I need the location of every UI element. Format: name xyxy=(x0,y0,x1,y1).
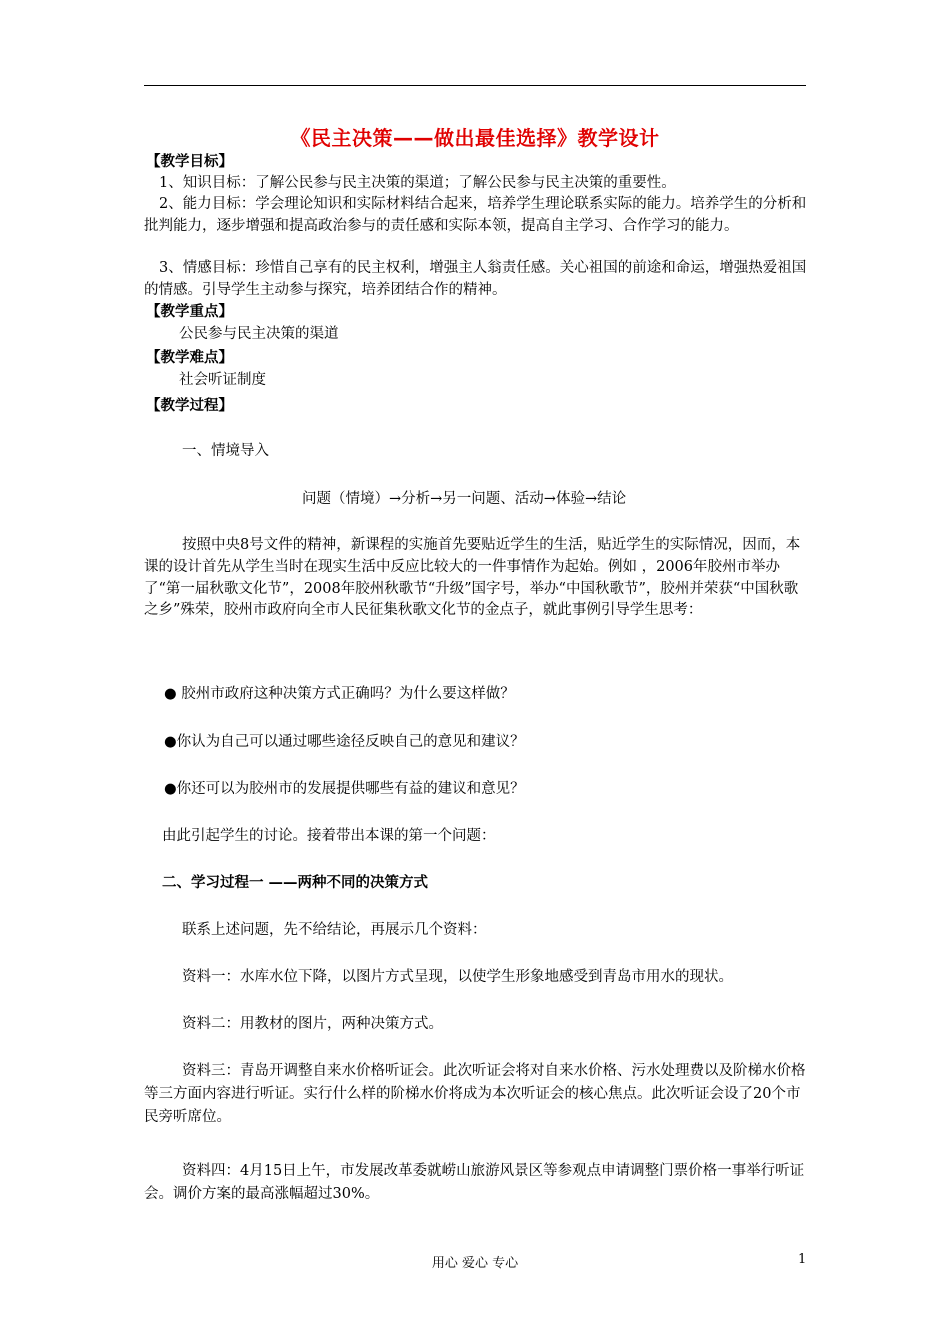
document-title: 《民主决策——做出最佳选择》教学设计 xyxy=(290,126,660,150)
objective-knowledge: 1、知识目标：了解公民参与民主决策的渠道；了解公民参与民主决策的重要性。 xyxy=(159,175,676,191)
material-4: 资料四：4月15日上午，市发展改革委就崂山旅游风景区等参观点申请调整门票价格一事举行听证会。调价方案的最高涨幅超过30%。 xyxy=(144,1163,805,1202)
intro-paragraph: 按照中央8号文件的精神，新课程的实施首先要贴近学生的生活，贴近学生的实际情况，因而，本课的设计首先从学生当时在现实生活中反应比较大的一件事情作为起始。例如 ，2006年胶州市举办了“第一届秋歌文化节”，2008年胶州秋歌节“升级”国字号，举办“中国秋歌节”，胶州并荣获“中国秋歌之乡”殊荣，胶州市政府向全市人民征集秋歌文化节的金点子，就此事例引导学生思考： xyxy=(144,537,801,619)
objective-emotion: 3、情感目标：珍惜自己享有的民主权利，增强主人翁责任感。关心祖国的前途和命运，增强热爱祖国的情感。引导学生主动参与探究，培养团结合作的精神。 xyxy=(144,260,807,298)
material-2: 资料二：用教材的图片，两种决策方式。 xyxy=(182,1016,443,1032)
question-3: ●你还可以为胶州市的发展提供哪些有益的建议和意见？ xyxy=(164,781,525,797)
page-number: 1 xyxy=(798,1252,807,1267)
material-3: 资料三：青岛开调整自来水价格听证会。此次听证会将对自来水价格、污水处理费以及阶梯水价格等三方面内容进行听证。实行什么样的阶梯水价将成为本次听证会的核心焦点。此次听证会设了20个市民旁听席位。 xyxy=(144,1063,806,1125)
question-2: ●你认为自己可以通过哪些途径反映自己的意见和建议？ xyxy=(164,734,525,750)
key-point-heading: 【教学重点】 xyxy=(146,304,233,320)
difficulty-heading: 【教学难点】 xyxy=(146,350,233,366)
key-point-text: 公民参与民主决策的渠道 xyxy=(179,326,339,342)
teaching-flow: 问题（情境）→分析→另一问题、活动→体验→结论 xyxy=(302,491,627,507)
material-1: 资料一：水库水位下降，以图片方式呈现，以使学生形象地感受到青岛市用水的现状。 xyxy=(182,969,733,985)
header-rule xyxy=(144,85,806,86)
difficulty-text: 社会听证制度 xyxy=(179,372,266,388)
section1-title: 一、情境导入 xyxy=(182,443,269,459)
transition-text: 由此引起学生的讨论。接着带出本课的第一个问题： xyxy=(162,828,496,844)
footer-slogan: 用心 爱心 专心 xyxy=(431,1256,519,1271)
question-1: ● 胶州市政府这种决策方式正确吗？为什么要这样做？ xyxy=(164,686,515,702)
section2-title: 二、学习过程一 ——两种不同的决策方式 xyxy=(162,875,429,891)
objectives-heading: 【教学目标】 xyxy=(146,154,233,170)
section2-intro: 联系上述问题，先不给结论，再展示几个资料： xyxy=(182,922,487,938)
process-heading: 【教学过程】 xyxy=(146,398,233,414)
objective-ability: 2、能力目标：学会理论知识和实际材料结合起来，培养学生理论联系实际的能力。培养学生的分析和批判能力，逐步增强和提高政治参与的责任感和实际本领，提高自主学习、合作学习的能力。 xyxy=(144,196,807,234)
